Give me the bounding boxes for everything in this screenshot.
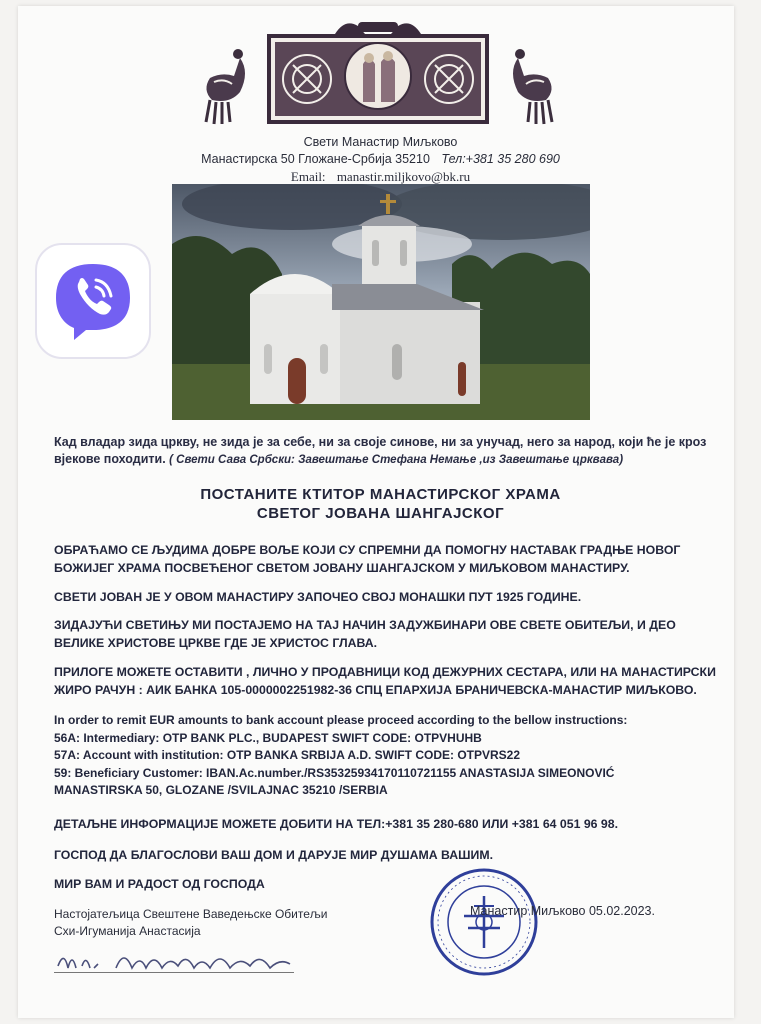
signatory-title: Настојатељица Свештене Ваведењске Обитељи [54,907,328,921]
phone: Тел:+381 35 280 690 [441,152,560,166]
quote-text: Кад владар зида цркву, не зида је за себе, ни за своје синове, ни за унучад, него за народ, који ће је кроз вјекове походити. [54,435,707,466]
viber-phone-icon[interactable] [34,242,152,360]
field-56a: 56A: Intermediary: OTP BANK PLC., BUDAPEST SWIFT CODE: OTPVHUHB [54,730,482,745]
place-and-date: Манастир Миљково 05.02.2023. [470,904,655,918]
church-photo [172,184,590,420]
monastery-name: Свети Манастир Миљково [303,135,458,149]
blessing-line: ГОСПОД ДА БЛАГОСЛОВИ ВАШ ДОМ И ДАРУЈЕ МИР ДУШАМА ВАШИМ. [54,848,494,862]
field-59-address: MANASTIRSKA 50, GLOZANE /SVILAJNAC 35210 /SERBIA [54,783,388,797]
peace-greeting: МИР ВАМ И РАДОСТ ОД ГОСПОДА [54,877,265,891]
address: Манастирска 50 Гложане-Србија 35210 [201,152,430,166]
handwritten-signature [54,942,304,982]
appeal-title-line2: СВЕТОГ ЈОВАНА ШАНГАЈСКОГ [256,505,505,522]
monastery-stamp [428,866,540,978]
monastery-address-line [0,152,761,166]
monastery-ornament-banner [245,14,507,128]
appeal-title-line1: ПОСТАНИТЕ КТИТОР МАНАСТИРСКОГ ХРАМА [200,486,561,503]
field-59: 59: Beneficiary Customer: IBAN.Ac.number./RS35325934170110721155 ANASTASIJA SIMEONOVIĆ [54,765,615,780]
appeal-paragraph-2: СВЕТИ ЈОВАН ЈЕ У ОВОМ МАНАСТИРУ ЗАПОЧЕО СВОЈ МОНАШКИ ПУТ 1925 ГОДИНЕ. [54,590,582,604]
saint-sava-quote [54,434,714,469]
eur-intro: In order to remit EUR amounts to bank account please proceed according to the bellow instructions: [54,713,628,727]
bank-account-paragraph: ПРИЛОГЕ МОЖЕТЕ ОСТАВИТИ , ЛИЧНО У ПРОДАВНИЦИ КОД ДЕЖУРНИХ СЕСТАРА, ИЛИ НА МАНАСТИРСКИ ЖИРО РАЧУН : АИК БАНКА 105-0000002251982-36 СПЦ ЕПАРХИЈА БРАНИЧЕВСКА-МАНАСТИР МИЉКОВО. [54,665,716,697]
email-label: Email: [290,169,326,184]
field-57a: 57A: Account with institution: OTP BANKA SRBIJA A.D. SWIFT CODE: OTPVRS22 [54,748,521,762]
quote-source: ( Свети Сава Србски: Завештање Стефана Немање ,из Завештање црквaва) [169,454,624,466]
signatory-block [54,906,328,940]
email-link[interactable]: manastir.miljkovo@bk.ru [336,169,471,184]
eur-transfer-instructions [54,712,734,800]
signature-line [54,972,294,973]
signatory-name: Схи-Игуманија Анастасија [54,924,201,938]
peacock-right-icon [500,42,558,126]
appeal-paragraph-1: ОБРАЋАМО СЕ ЉУДИМА ДОБРЕ ВОЉЕ КОЈИ СУ СПРЕМНИ ДА ПОМОГНУ НАСТАВАК ГРАДЊЕ НОВОГ БОЖИЈЕГ ХРАМА ПОСВЕЋЕНОГ СВЕТОМ ЈОВАНУ ШАНГАЈСКОМ У МИЉКОВОМ МАНАСТИРУ. [54,543,681,575]
contact-info-line: ДЕТАЉНЕ ИНФОРМАЦИЈЕ МОЖЕТЕ ДОБИТИ НА ТЕЛ:+381 35 280-680 ИЛИ +381 64 051 96 98. [54,817,619,831]
email-line [0,169,761,185]
peacock-left-icon [200,42,258,126]
appeal-paragraph-3: ЗИДАЈУЋИ СВЕТИЊУ МИ ПОСТАЈЕМО НА ТАЈ НАЧИН ЗАДУЖБИНАРИ ОВЕ СВЕТЕ ОБИТЕЉИ, И ДЕО ВЕЛИКЕ ХРИСТОВЕ ЦРКВЕ ГДЕ ЈЕ ХРИСТОС ГЛАВА. [54,618,676,650]
